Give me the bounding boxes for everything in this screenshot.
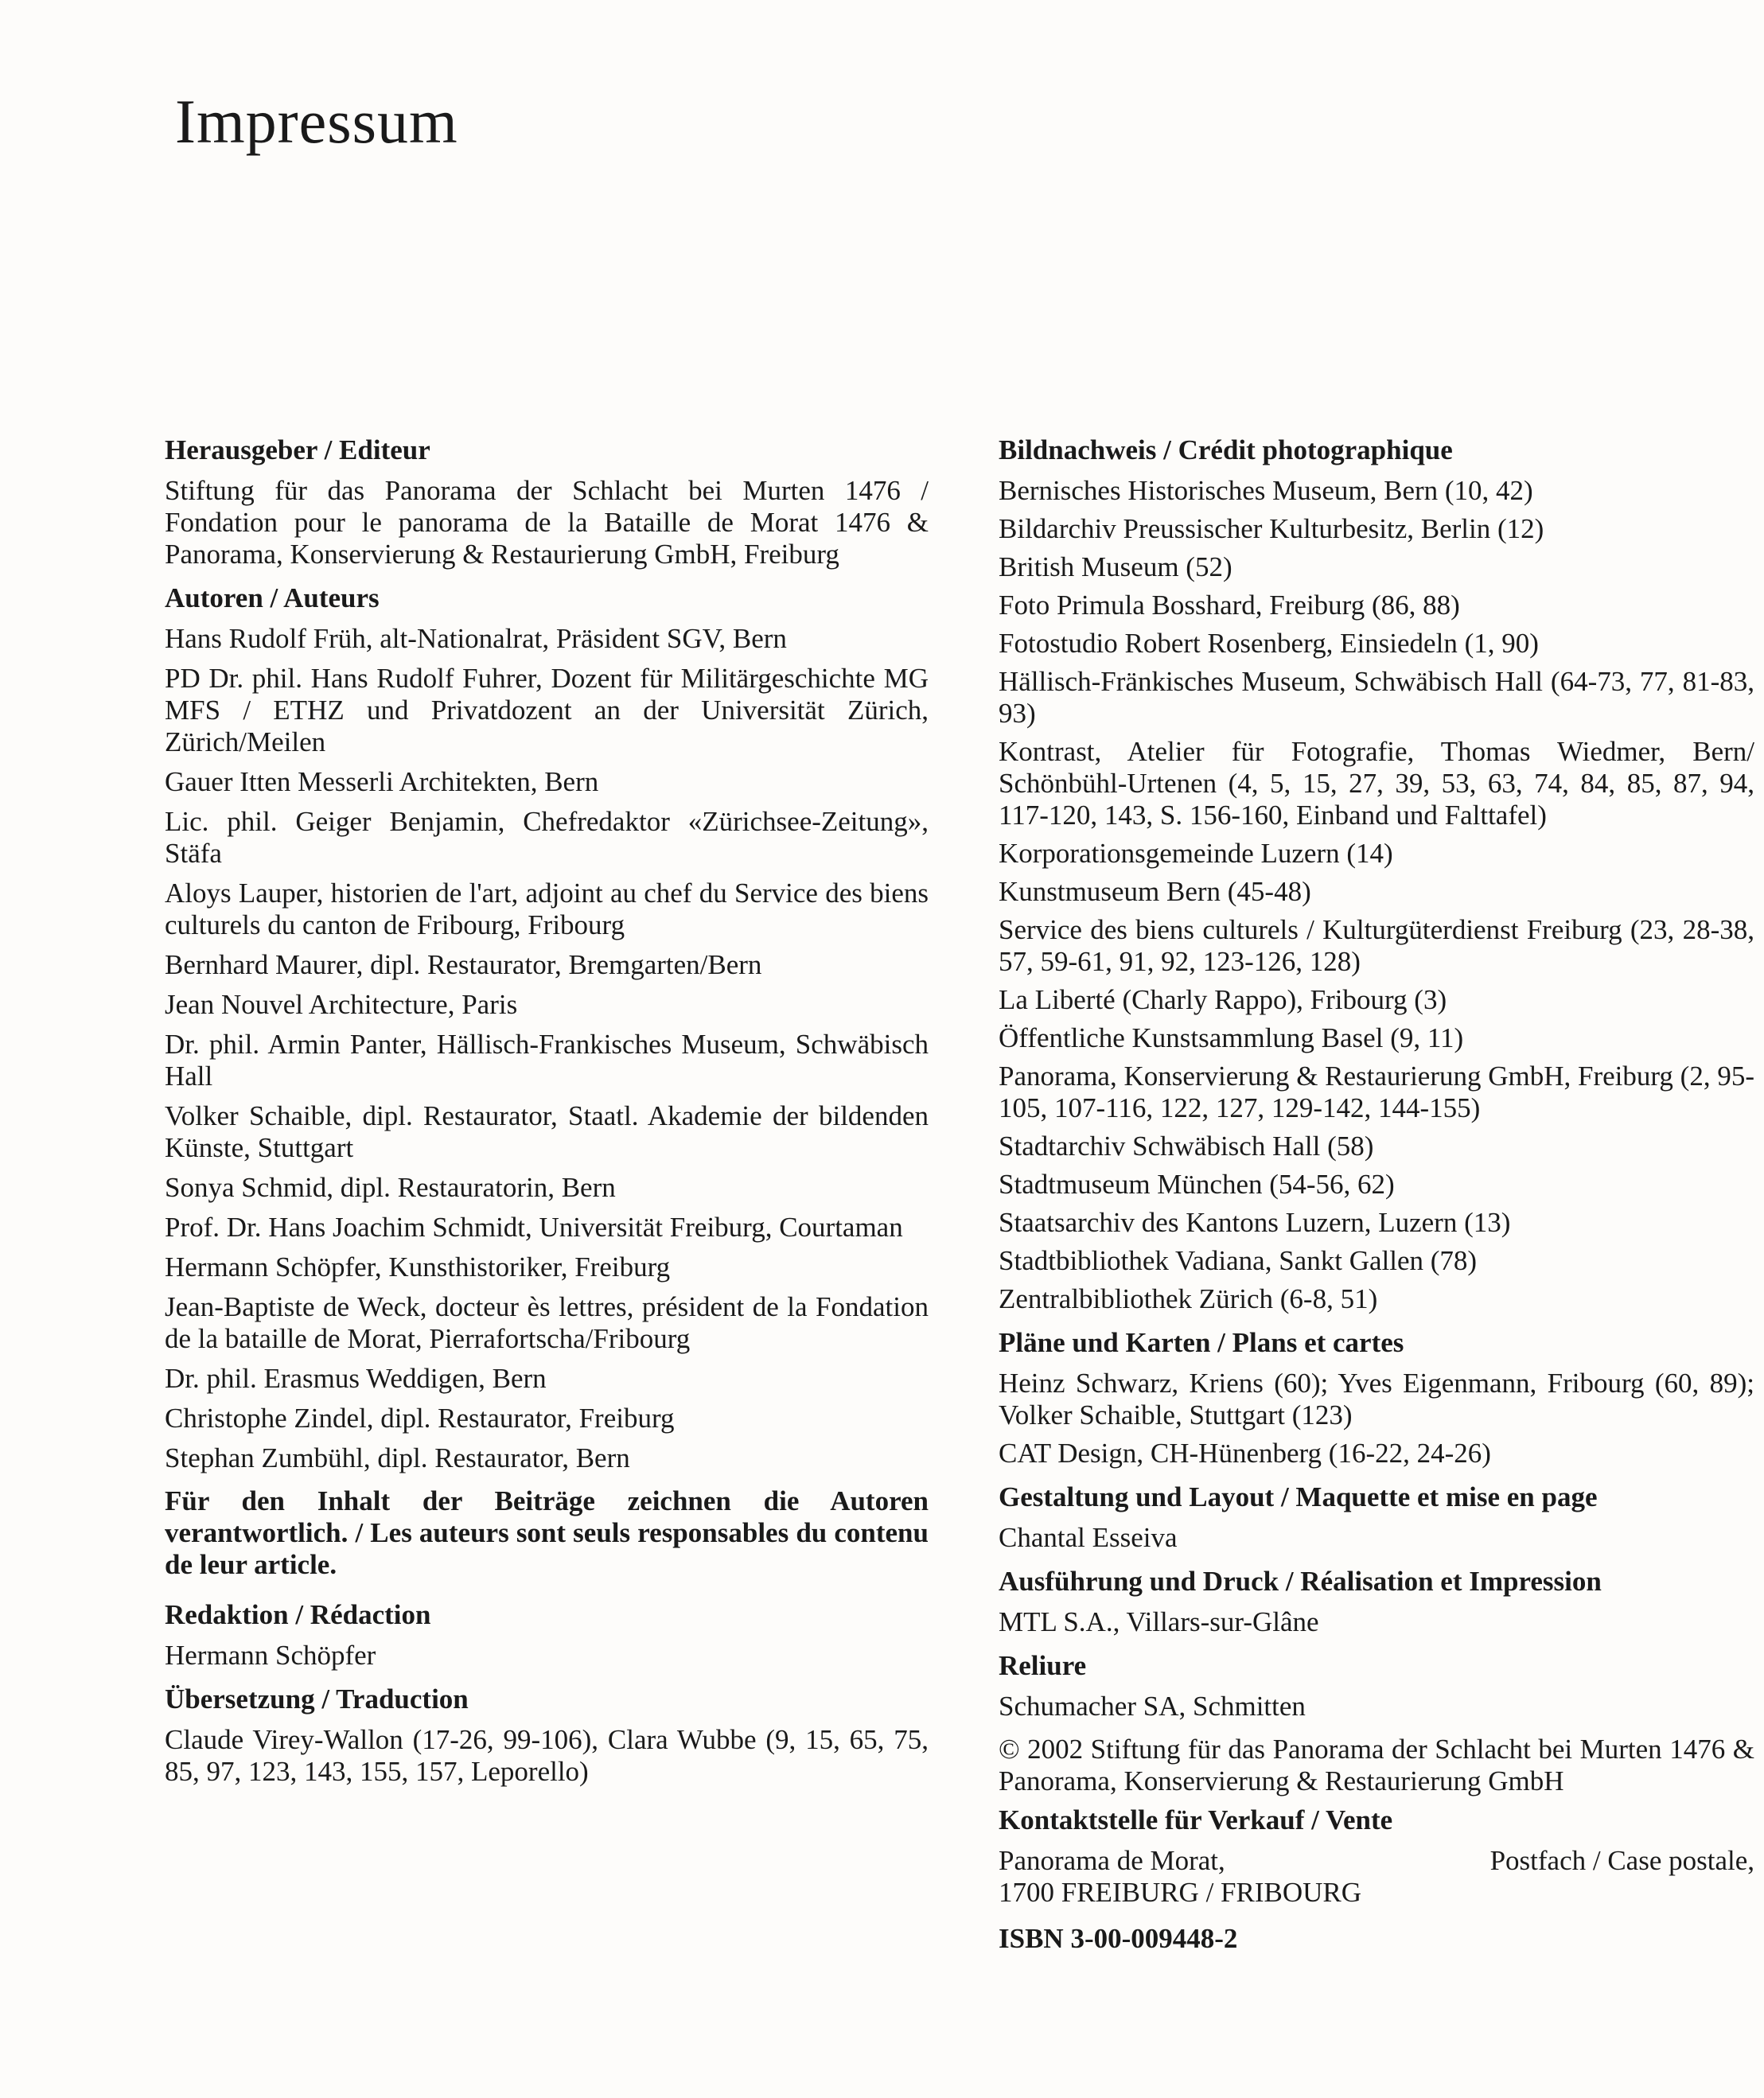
reliure-text: Schumacher SA, Schmitten	[999, 1691, 1306, 1722]
plaene-entry: CAT Design, CH-Hünenberg (16-22, 24-26)	[999, 1438, 1491, 1469]
credit-entry: Hällisch-Fränkisches Museum, Schwäbisch Hall (64-73, 77, 81-83, 93)	[999, 666, 1754, 729]
section-herausgeber	[165, 434, 929, 570]
author-entry: Stephan Zumbühl, dipl. Restaurator, Bern	[165, 1442, 630, 1473]
section-ausfuehrung	[999, 1565, 1754, 1638]
heading-bildnachweis: Bildnachweis / Crédit photographique	[999, 434, 1453, 465]
credit-entry: Stadtbibliothek Vadiana, Sankt Gallen (78)	[999, 1245, 1478, 1276]
credit-entry: Zentralbibliothek Zürich (6-8, 51)	[999, 1283, 1378, 1314]
credit-entry: Bildarchiv Preussischer Kulturbesitz, Berlin (12)	[999, 513, 1544, 544]
author-entry: Jean-Baptiste de Weck, docteur ès lettres, président de la Fondation de la bataille de Morat, Pierrafortscha/Fribourg	[165, 1291, 929, 1354]
gestaltung-text: Chantal Esseiva	[999, 1522, 1178, 1553]
heading-plaene: Pläne und Karten / Plans et cartes	[999, 1327, 1404, 1358]
heading-autoren: Autoren / Auteurs	[165, 582, 380, 613]
right-column	[999, 434, 1754, 1955]
author-entry: Volker Schaible, dipl. Restaurator, Staatl. Akademie der bildenden Künste, Stuttgart	[165, 1100, 929, 1163]
credit-entry: Panorama, Konservierung & Restaurierung GmbH, Freiburg (2, 95-105, 107-116, 122, 127, 129-142, 144-155)	[999, 1061, 1754, 1123]
credit-entry: Service des biens culturels / Kulturgüterdienst Freiburg (23, 28-38, 57, 59-61, 91, 92, 123-126, 128)	[999, 914, 1754, 977]
author-entry: PD Dr. phil. Hans Rudolf Fuhrer, Dozent für Militärgeschichte MG MFS / ETHZ und Privatdozent an der Universität Zürich, Zürich/Meilen	[165, 663, 929, 757]
credit-entry: La Liberté (Charly Rappo), Fribourg (3)	[999, 984, 1447, 1015]
page-title: Impressum	[175, 87, 458, 156]
section-redaktion	[165, 1598, 929, 1672]
author-entry: Jean Nouvel Architecture, Paris	[165, 989, 518, 1020]
heading-herausgeber: Herausgeber / Editeur	[165, 434, 430, 465]
left-column	[165, 434, 929, 1799]
author-entry: Dr. phil. Erasmus Weddigen, Bern	[165, 1363, 547, 1394]
contact-line	[999, 1845, 1754, 1877]
contact-city: 1700 FREIBURG / FRIBOURG	[999, 1877, 1362, 1908]
credit-entry: Korporationsgemeinde Luzern (14)	[999, 838, 1393, 869]
heading-gestaltung: Gestaltung und Layout / Maquette et mise en page	[999, 1481, 1598, 1512]
author-list	[165, 623, 929, 1474]
credit-entry: Stadtmuseum München (54-56, 62)	[999, 1169, 1395, 1200]
copyright-notice: © 2002 Stiftung für das Panorama der Schlacht bei Murten 1476 & Panorama, Konservierung & Restaurierung GmbH	[999, 1734, 1754, 1796]
herausgeber-text: Stiftung für das Panorama der Schlacht bei Murten 1476 / Fondation pour le panorama de la Bataille de Morat 1476 & Panorama, Konservierung & Restaurierung GmbH, Freiburg	[165, 475, 929, 570]
credit-entry: Kunstmuseum Bern (45-48)	[999, 876, 1311, 907]
author-entry: Lic. phil. Geiger Benjamin, Chefredaktor «Zürichsee-Zeitung», Stäfa	[165, 806, 929, 869]
isbn: ISBN 3-00-009448-2	[999, 1923, 1238, 1954]
credit-entry: Foto Primula Bosshard, Freiburg (86, 88)	[999, 590, 1460, 621]
section-kontakt	[999, 1804, 1754, 1909]
author-entry: Christophe Zindel, dipl. Restaurator, Freiburg	[165, 1403, 675, 1434]
credit-entry: Staatsarchiv des Kantons Luzern, Luzern (13)	[999, 1207, 1511, 1238]
section-gestaltung	[999, 1481, 1754, 1554]
author-entry: Hermann Schöpfer, Kunsthistoriker, Freiburg	[165, 1251, 671, 1283]
author-entry: Aloys Lauper, historien de l'art, adjoint au chef du Service des biens culturels du canton de Fribourg, Fribourg	[165, 878, 929, 940]
uebersetzung-text: Claude Virey-Wallon (17-26, 99-106), Clara Wubbe (9, 15, 65, 75, 85, 97, 123, 143, 155, 157, Leporello)	[165, 1724, 929, 1787]
responsibility-note: Für den Inhalt der Beiträge zeichnen die Autoren verantwortlich. / Les auteurs sont seuls responsables du contenu de leur article.	[165, 1485, 929, 1580]
redaktion-text: Hermann Schöpfer	[165, 1640, 376, 1671]
plaene-entry: Heinz Schwarz, Kriens (60); Yves Eigenmann, Fribourg (60, 89); Volker Schaible, Stuttgart (123)	[999, 1368, 1754, 1430]
heading-reliure: Reliure	[999, 1650, 1087, 1681]
heading-kontakt: Kontaktstelle für Verkauf / Vente	[999, 1804, 1393, 1835]
author-entry: Prof. Dr. Hans Joachim Schmidt, Universität Freiburg, Courtaman	[165, 1212, 903, 1243]
section-plaene	[999, 1326, 1754, 1469]
contact-name: Panorama de Morat,	[999, 1845, 1225, 1876]
heading-uebersetzung: Übersetzung / Traduction	[165, 1683, 469, 1715]
credit-entry: Stadtarchiv Schwäbisch Hall (58)	[999, 1131, 1374, 1162]
credit-entry: Öffentliche Kunstsammlung Basel (9, 11)	[999, 1022, 1464, 1053]
section-bildnachweis	[999, 434, 1754, 1315]
section-reliure	[999, 1649, 1754, 1722]
heading-ausfuehrung: Ausführung und Druck / Réalisation et Impression	[999, 1566, 1602, 1597]
credit-entry: Fotostudio Robert Rosenberg, Einsiedeln (1, 90)	[999, 628, 1539, 659]
ausfuehrung-text: MTL S.A., Villars-sur-Glâne	[999, 1606, 1319, 1637]
section-autoren	[165, 582, 929, 1474]
credit-entry: Kontrast, Atelier für Fotografie, Thomas Wiedmer, Bern/ Schönbühl-Urtenen (4, 5, 15, 27, 39, 53, 63, 74, 84, 85, 87, 94, 117-120, 143, S. 156-160, Einband und Falttafel)	[999, 736, 1754, 831]
author-entry: Hans Rudolf Früh, alt-Nationalrat, Präsident SGV, Bern	[165, 623, 787, 654]
contact-postfach: Postfach / Case postale,	[1489, 1845, 1754, 1876]
author-entry: Gauer Itten Messerli Architekten, Bern	[165, 766, 599, 797]
credit-entry: British Museum (52)	[999, 551, 1232, 582]
author-entry: Bernhard Maurer, dipl. Restaurator, Bremgarten/Bern	[165, 949, 762, 980]
section-uebersetzung	[165, 1683, 929, 1788]
author-entry: Dr. phil. Armin Panter, Hällisch-Frankisches Museum, Schwäbisch Hall	[165, 1029, 929, 1092]
credit-entry: Bernisches Historisches Museum, Bern (10, 42)	[999, 475, 1533, 506]
heading-redaktion: Redaktion / Rédaction	[165, 1599, 431, 1630]
credit-list	[999, 475, 1754, 1315]
author-entry: Sonya Schmid, dipl. Restauratorin, Bern	[165, 1172, 616, 1203]
